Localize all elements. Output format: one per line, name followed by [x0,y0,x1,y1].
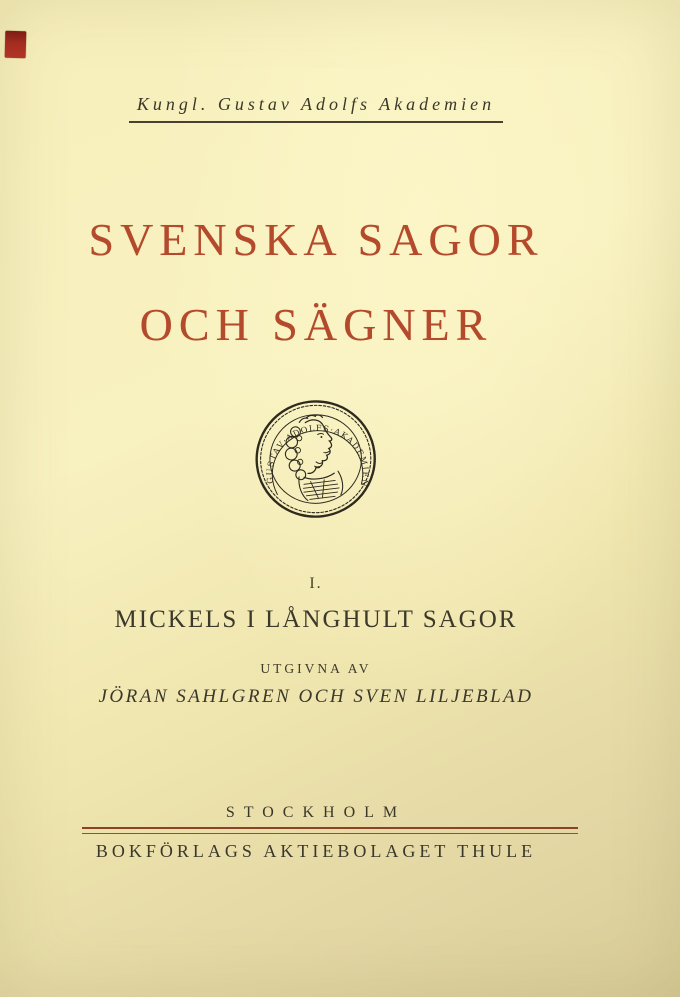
book-title-line2: OCH SÄGNER [139,299,493,350]
imprint-double-rule [82,827,578,834]
volume-number: I. [309,575,323,592]
editors-names: JÖRAN SAHLGREN OCH SVEN LILJEBLAD [98,686,534,707]
book-title [0,197,632,367]
seal-row [0,397,632,525]
imprint-publisher: BOKFÖRLAGS AKTIEBOLAGET THULE [95,841,537,861]
svg-text:GUSTAV·ADOLFS·AKADEMIEN [260,418,373,501]
seal-rim-text: GUSTAV·ADOLFS·AKADEMIEN [265,423,370,489]
imprint-city: STOCKHOLM [225,804,407,821]
red-stamp-mark [5,31,27,59]
edited-by-label: UTGIVNA AV [260,661,372,676]
academy-seal-medallion [246,390,387,533]
academy-series-note: Kungl. Gustav Adolfs Akademien [129,94,503,123]
book-title-line1: SVENSKA SAGOR [88,214,544,265]
series-note-row [0,0,632,123]
volume-title: MICKELS I LÅNGHULT SAGOR [114,606,518,633]
gustav-adolf-portrait-seal [246,390,386,528]
